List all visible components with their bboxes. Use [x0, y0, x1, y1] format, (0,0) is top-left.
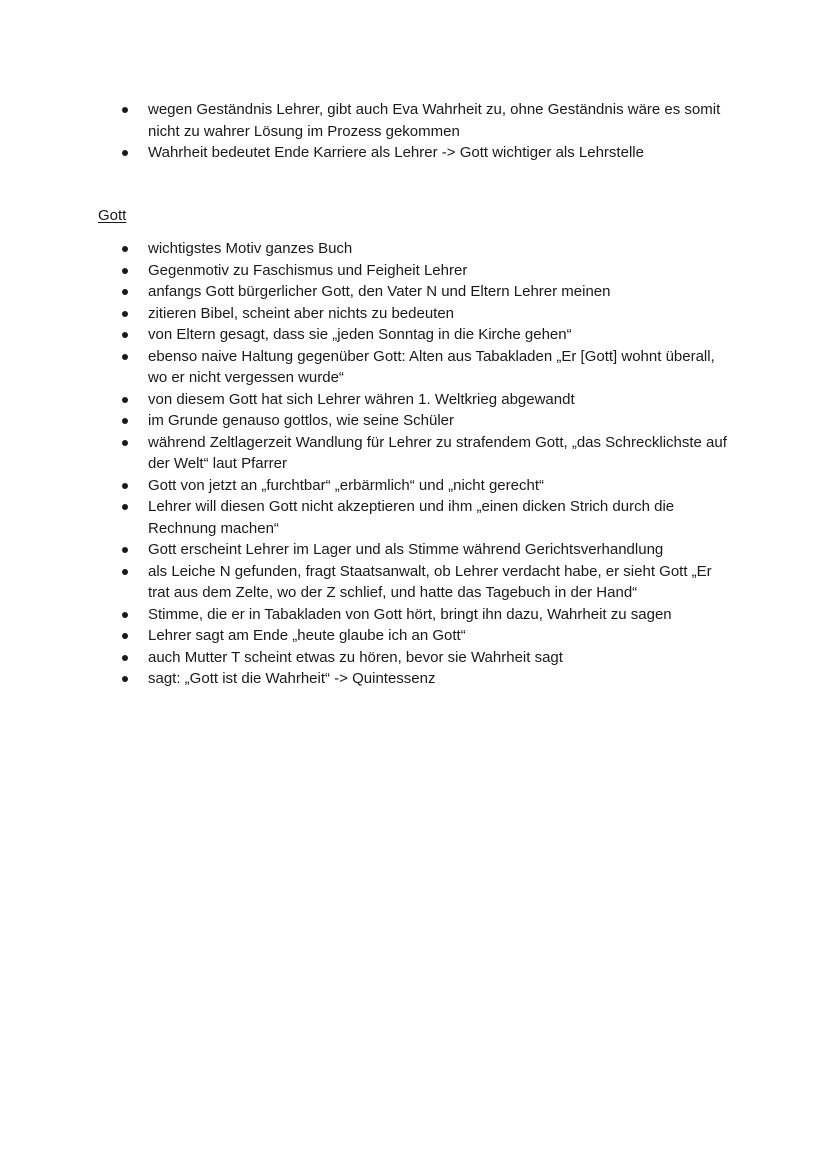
bullet-text: im Grunde genauso gottlos, wie seine Schüler	[148, 412, 455, 429]
gott-bullet-list	[120, 238, 730, 690]
bullet-text: ebenso naive Haltung gegenüber Gott: Alten aus Tabakladen „Er [Gott] wohnt überall, wo er nicht vergessen wurde“	[148, 347, 715, 386]
bullet-item	[120, 281, 730, 303]
bullet-dot-icon	[122, 289, 128, 295]
bullet-text: von Eltern gesagt, dass sie „jeden Sonntag in die Kirche gehen“	[148, 326, 572, 343]
bullet-text: als Leiche N gefunden, fragt Staatsanwalt, ob Lehrer verdacht habe, er sieht Gott „Er trat aus dem Zelte, wo der Z schlief, und hatte das Tagebuch in der Hand“	[148, 562, 712, 601]
bullet-text: Wahrheit bedeutet Ende Karriere als Lehrer -> Gott wichtiger als Lehrstelle	[148, 144, 644, 161]
bullet-text: Stimme, die er in Tabakladen von Gott hört, bringt ihn dazu, Wahrheit zu sagen	[148, 605, 672, 623]
bullet-item	[120, 99, 730, 142]
bullet-dot-icon	[122, 354, 128, 360]
bullet-item	[120, 432, 730, 475]
bullet-text: Lehrer sagt am Ende „heute glaube ich an Gott“	[148, 627, 466, 644]
bullet-item	[120, 647, 730, 669]
bullet-item	[120, 303, 730, 325]
bullet-item	[120, 324, 730, 346]
bullet-item	[120, 410, 730, 432]
bullet-text: Gott von jetzt an „furchtbar“ „erbärmlich“ und „nicht gerecht“	[148, 476, 544, 494]
bullet-dot-icon	[122, 268, 128, 274]
bullet-item	[120, 260, 730, 282]
bullet-item	[120, 389, 730, 411]
bullet-item	[120, 475, 730, 497]
bullet-dot-icon	[122, 150, 128, 156]
bullet-text: während Zeltlagerzeit Wandlung für Lehrer zu strafendem Gott, „das Schrecklichste auf der Welt“ laut Pfarrer	[148, 433, 727, 472]
bullet-dot-icon	[122, 676, 128, 682]
bullet-item	[120, 346, 730, 389]
bullet-text: auch Mutter T scheint etwas zu hören, bevor sie Wahrheit sagt	[148, 648, 563, 666]
bullet-text: wichtigstes Motiv ganzes Buch	[148, 240, 353, 257]
bullet-text: von diesem Gott hat sich Lehrer währen 1. Weltkrieg abgewandt	[148, 390, 575, 408]
bullet-item	[120, 539, 730, 561]
bullet-item	[120, 668, 730, 690]
bullet-text: Gott erscheint Lehrer im Lager und als Stimme während Gerichtsverhandlung	[148, 541, 664, 558]
bullet-text: Gegenmotiv zu Faschismus und Feigheit Lehrer	[148, 261, 468, 279]
bullet-text: anfangs Gott bürgerlicher Gott, den Vater N und Eltern Lehrer meinen	[148, 283, 611, 300]
bullet-item	[120, 496, 730, 539]
bullet-item	[120, 142, 730, 164]
bullet-dot-icon	[122, 612, 128, 618]
bullet-dot-icon	[122, 655, 128, 661]
bullet-dot-icon	[122, 107, 128, 113]
section-heading-gott: Gott	[98, 207, 127, 224]
bullet-dot-icon	[122, 418, 128, 424]
bullet-dot-icon	[122, 547, 128, 553]
bullet-dot-icon	[122, 332, 128, 338]
bullet-dot-icon	[122, 483, 128, 489]
bullet-dot-icon	[122, 569, 128, 575]
bullet-item	[120, 561, 730, 604]
bullet-dot-icon	[122, 633, 128, 639]
bullet-dot-icon	[122, 246, 128, 252]
intro-bullet-list	[120, 99, 730, 164]
bullet-dot-icon	[122, 504, 128, 510]
bullet-text: Lehrer will diesen Gott nicht akzeptieren und ihm „einen dicken Strich durch die Rechnung machen“	[148, 498, 675, 537]
bullet-item	[120, 238, 730, 260]
bullet-item	[120, 625, 730, 647]
bullet-dot-icon	[122, 440, 128, 446]
bullet-dot-icon	[122, 311, 128, 317]
bullet-text: sagt: „Gott ist die Wahrheit“ -> Quintessenz	[148, 670, 436, 687]
bullet-item	[120, 604, 730, 626]
bullet-dot-icon	[122, 397, 128, 403]
bullet-text: wegen Geständnis Lehrer, gibt auch Eva Wahrheit zu, ohne Geständnis wäre es somit nicht zu wahrer Lösung im Prozess gekommen	[148, 101, 721, 140]
bullet-text: zitieren Bibel, scheint aber nichts zu bedeuten	[148, 304, 455, 322]
